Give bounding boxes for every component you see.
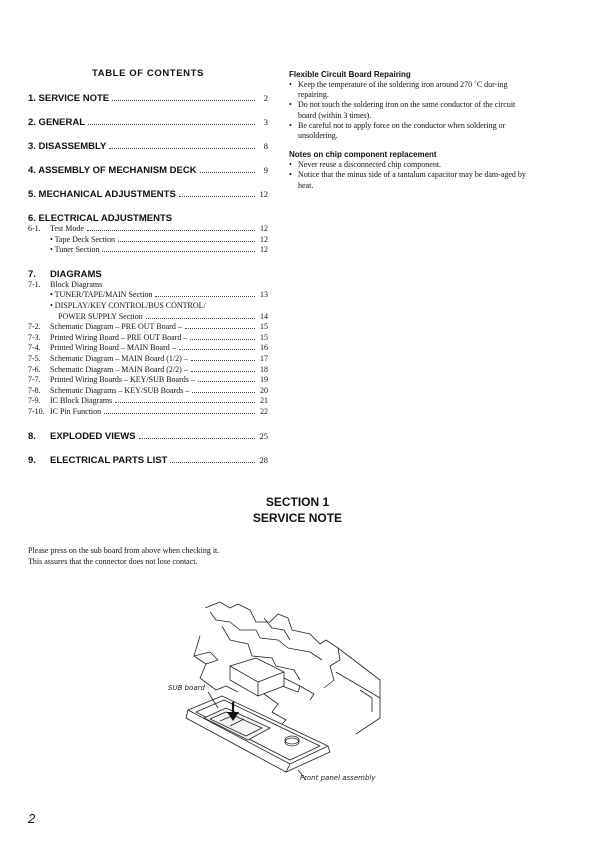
toc-sub-entry[interactable]: POWER SUPPLY Section 14 (58, 311, 268, 321)
toc-entry-assembly[interactable]: 4. ASSEMBLY OF MECHANISM DECK 9 (28, 165, 268, 176)
toc-sub-entry[interactable]: 7-2. Schematic Diagram – PRE OUT Board – 15 (28, 322, 268, 332)
bullet-item: • Never reuse a disconnected chip component. (289, 160, 442, 170)
flex-repair-heading: Flexible Circuit Board Repairing (289, 70, 411, 79)
toc-entry-disassembly[interactable]: 3. DISASSEMBLY 8 (28, 141, 268, 152)
toc-sub-entry[interactable]: 7-5. Schematic Diagram – MAIN Board (1/2) – 17 (28, 353, 268, 363)
toc-sub-entry[interactable]: • Tape Deck Section 12 (50, 234, 268, 244)
bullet-item: • Notice that the minus side of a tantalum capacitor may be dam-aged by heat. (289, 170, 526, 190)
toc-sub-entry[interactable]: 7-6. Schematic Diagram – MAIN Board (2/2) – 18 (28, 364, 268, 374)
label-front-panel: Front panel assembly (300, 774, 376, 782)
service-note-text: Please press on the sub board from above when checking it. This assures that the connector does not lose contact. (28, 546, 220, 566)
toc-sub-entry: • DISPLAY/KEY CONTROL/BUS CONTROL/ (50, 300, 206, 310)
toc-heading-diagrams: 7. DIAGRAMS (28, 268, 102, 280)
repair-notes (289, 70, 529, 191)
toc-sub-entry[interactable]: • TUNER/TAPE/MAIN Section 13 (50, 290, 268, 300)
bullet-item: • Do not touch the soldering iron on the same conductor of the circuit board (within 3 times). (289, 100, 516, 120)
page-number: 2 (28, 811, 36, 826)
toc-entry-mechanical[interactable]: 5. MECHANICAL ADJUSTMENTS 12 (28, 189, 268, 200)
toc-entry-general[interactable]: 2. GENERAL 3 (28, 117, 268, 128)
table-of-contents (28, 68, 268, 466)
label-sub-board: SUB board (168, 684, 205, 692)
bullet-item: • Keep the temperature of the soldering iron around 270 ˚C dur-ing repairing. (289, 80, 508, 100)
toc-sub-heading: 7-1. Block Diagrams (28, 279, 103, 289)
toc-heading-electrical: 6. ELECTRICAL ADJUSTMENTS (28, 213, 173, 224)
toc-sub-entry[interactable]: 7-4. Printed Wiring Board – MAIN Board – 16 (28, 343, 268, 353)
chip-notes-heading: Notes on chip component replacement (289, 150, 437, 160)
bullet-item: • Be careful not to apply force on the conductor when soldering or unsoldering. (289, 120, 506, 141)
toc-sub-entry[interactable]: 7-7. Printed Wiring Boards – KEY/SUB Boards – 19 (28, 375, 268, 385)
toc-sub-entry[interactable]: 6-1. Test Mode 12 (28, 224, 268, 233)
toc-title: TABLE OF CONTENTS (92, 68, 204, 79)
toc-sub-entry[interactable]: • Tuner Section 12 (50, 245, 268, 255)
toc-entry-service-note[interactable]: 1. SERVICE NOTE 2 (28, 93, 268, 104)
sub-board-illustration (160, 600, 400, 785)
toc-sub-entry[interactable]: 7-8. Schematic Diagrams – KEY/SUB Boards – 20 (28, 385, 268, 395)
toc-sub-entry[interactable]: 7-9. IC Block Diagrams 21 (28, 396, 268, 406)
toc-entry-exploded[interactable]: 8. EXPLODED VIEWS 25 (28, 430, 268, 442)
section-title: SECTION 1 SERVICE NOTE (252, 495, 343, 525)
toc-sub-entry[interactable]: 7-3. Printed Wiring Board – PRE OUT Board – 15 (28, 332, 268, 342)
toc-entry-parts-list[interactable]: 9. ELECTRICAL PARTS LIST 28 (28, 454, 268, 466)
toc-sub-entry[interactable]: 7-10. IC Pin Function 22 (28, 406, 268, 416)
